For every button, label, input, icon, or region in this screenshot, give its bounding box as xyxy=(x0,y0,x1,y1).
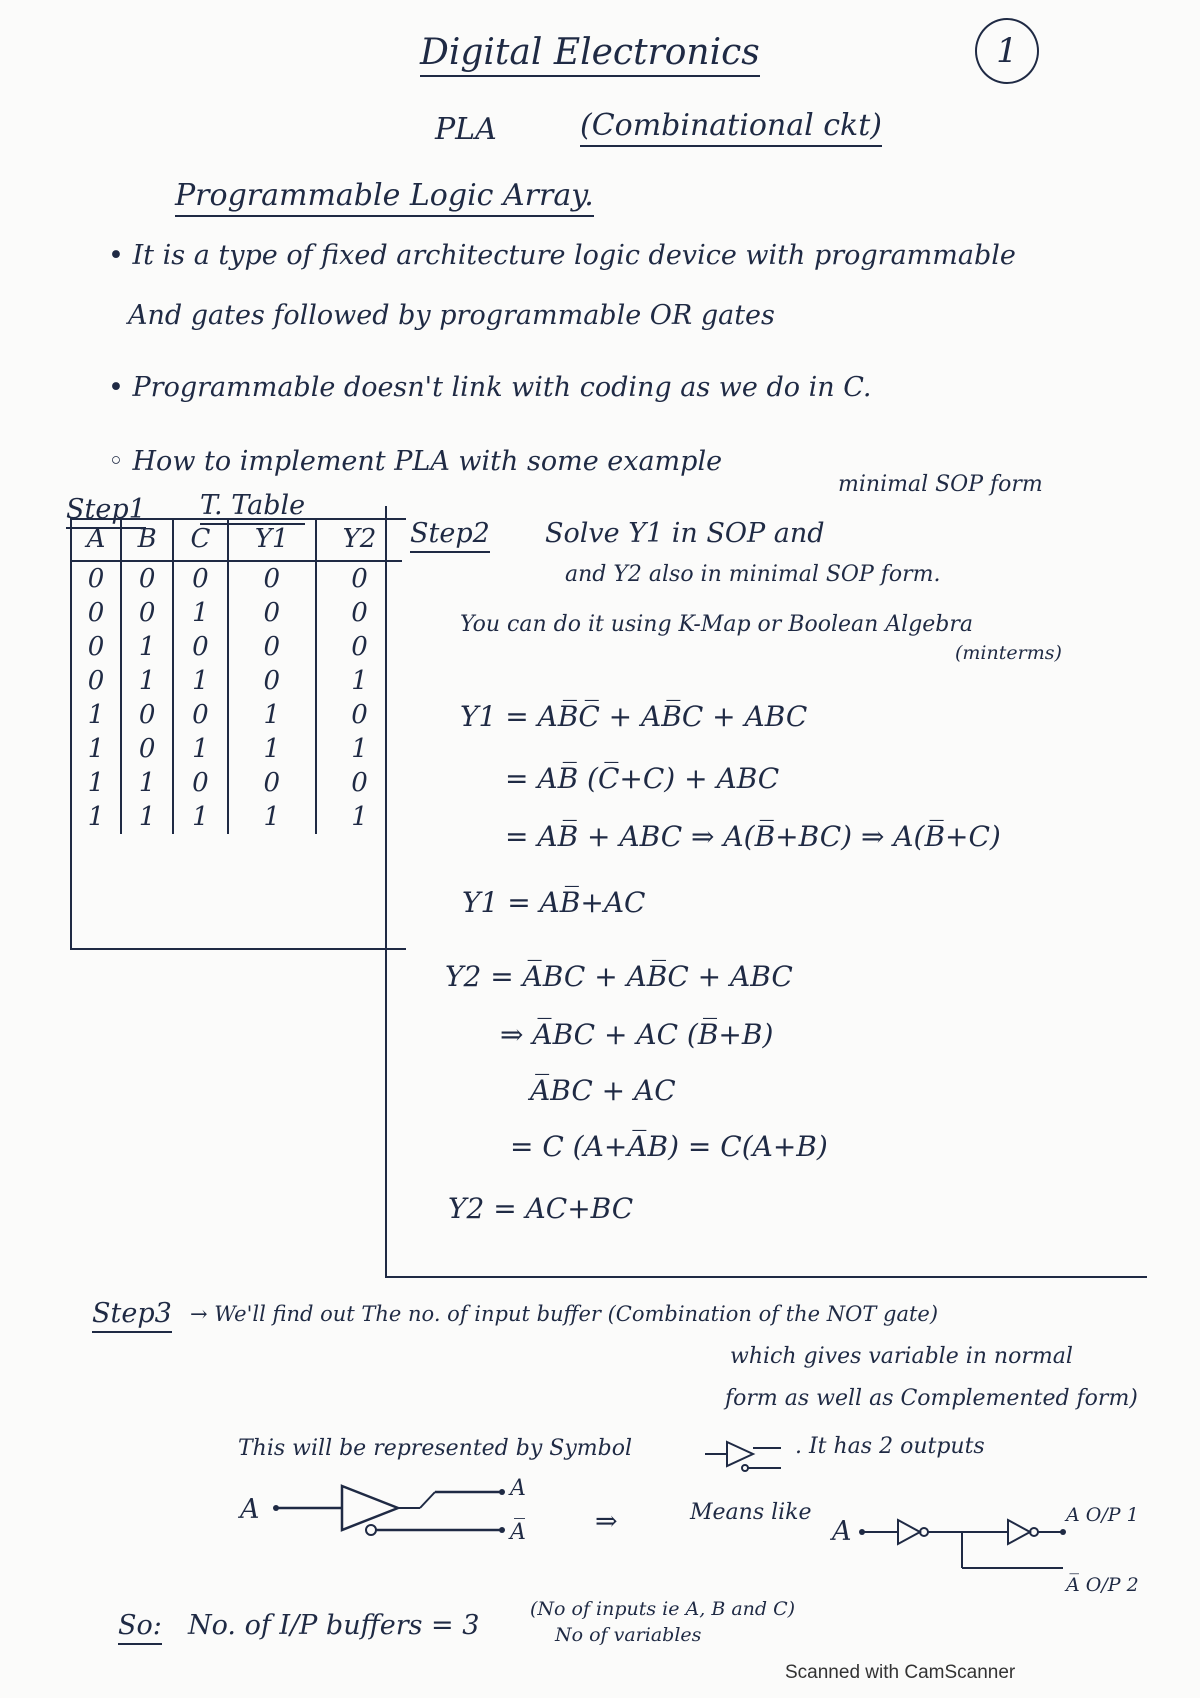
col-b: B xyxy=(121,518,173,561)
cell: 0 xyxy=(351,564,368,594)
equation-5: Y2 = A̅BC + AB̅C + ABC xyxy=(445,960,793,993)
col-a: A xyxy=(72,518,121,561)
cell: 0 xyxy=(351,598,368,628)
cell: 1 xyxy=(351,802,368,832)
cell: 0 xyxy=(228,630,316,664)
equation-3: = AB̅ + ABC ⇒ A(B̅+BC) ⇒ A(B̅+C) xyxy=(505,820,1001,853)
cell: 0 xyxy=(228,561,316,596)
cell: 0 xyxy=(121,732,173,766)
step3-line4: This will be represented by Symbol xyxy=(238,1436,632,1461)
equation-4: Y1 = AB̅+AC xyxy=(462,886,646,919)
table-row xyxy=(72,766,402,800)
step3-line1-text: We'll find out The no. of input buffer (Combination of the NOT gate) xyxy=(214,1302,939,1326)
col-y1: Y1 xyxy=(228,518,316,561)
topic-full-name: Programmable Logic Array. xyxy=(175,178,594,217)
cell: 1 xyxy=(72,698,121,732)
means-like-label: Means like xyxy=(690,1500,812,1525)
cell: 0 xyxy=(72,561,121,596)
cell: 1 xyxy=(228,698,316,732)
step2-line2: and Y2 also in minimal SOP form. xyxy=(565,562,941,587)
buffer-symbol-icon xyxy=(705,1436,785,1476)
cell: 1 xyxy=(72,766,121,800)
table-row xyxy=(72,664,402,698)
truth-table xyxy=(72,518,402,834)
col-c: C xyxy=(173,518,227,561)
table-row xyxy=(72,800,402,834)
conclusion-note-2: No of variables xyxy=(555,1624,702,1646)
equation-1: Y1 = AB̅C̅ + AB̅C + ABC xyxy=(460,700,808,733)
equation-8: = C (A+A̅B) = C(A+B) xyxy=(510,1130,828,1163)
cell: 1 xyxy=(173,596,227,630)
table-row xyxy=(72,698,402,732)
cell: 1 xyxy=(121,766,173,800)
cell: 0 xyxy=(173,561,227,596)
topic-heading: PLA xyxy=(435,112,497,147)
chain-output-2: A̅ O/P 2 xyxy=(1066,1574,1139,1596)
buffer-output-complement: A̅ xyxy=(510,1520,526,1545)
step2-note-minimal: minimal SOP form xyxy=(838,472,1043,497)
cell: 1 xyxy=(351,734,368,764)
means-input-label: A xyxy=(832,1516,852,1547)
step3-line4-end: . It has 2 outputs xyxy=(795,1434,985,1459)
cell: 0 xyxy=(228,596,316,630)
cell: 0 xyxy=(121,561,173,596)
truth-table-title: T. Table xyxy=(200,490,305,525)
equation-7: A̅BC + AC xyxy=(530,1074,676,1107)
step3-line1: → We'll find out The no. of input buffer (Combination of the NOT gate) xyxy=(190,1302,939,1326)
note-bullet-2: • Programmable doesn't link with coding as we do in C. xyxy=(108,372,872,403)
cell: 0 xyxy=(228,766,316,800)
note-text-3: How to implement PLA with some example xyxy=(132,446,723,477)
equation-6: ⇒ A̅BC + AC (B̅+B) xyxy=(500,1018,774,1051)
equation-2: = AB̅ (C̅+C) + ABC xyxy=(505,762,780,795)
cell: 0 xyxy=(121,596,173,630)
table-row xyxy=(72,732,402,766)
table-row xyxy=(72,630,402,664)
buffer-output-true: A xyxy=(510,1476,526,1501)
cell: 0 xyxy=(351,700,368,730)
page-title: Digital Electronics xyxy=(420,32,760,77)
step3-line3: form as well as Complemented form) xyxy=(725,1386,1138,1411)
note-bullet-3: ◦ How to implement PLA with some example xyxy=(108,446,723,477)
equation-9: Y2 = AC+BC xyxy=(448,1192,634,1225)
step2-line1: Solve Y1 in SOP and xyxy=(545,518,825,549)
table-row xyxy=(72,561,402,596)
cell: 1 xyxy=(351,666,368,696)
cell: 1 xyxy=(228,732,316,766)
cell: 0 xyxy=(351,632,368,662)
cell: 0 xyxy=(173,698,227,732)
input-buffer-icon xyxy=(270,1478,510,1548)
conclusion-label: So: xyxy=(118,1610,162,1645)
implies-arrow: ⇒ xyxy=(595,1506,618,1537)
chain-output-1: A O/P 1 xyxy=(1066,1504,1139,1526)
cell: 0 xyxy=(228,664,316,698)
cell: 1 xyxy=(121,800,173,834)
cell: 0 xyxy=(173,630,227,664)
table-row xyxy=(72,596,402,630)
scanner-watermark: Scanned with CamScanner xyxy=(785,1662,1016,1683)
topic-note: (Combinational ckt) xyxy=(580,108,882,147)
step3-line2: which gives variable in normal xyxy=(730,1344,1073,1369)
step2-line3: You can do it using K-Map or Boolean Algebra xyxy=(460,612,974,637)
conclusion-text: No. of I/P buffers = 3 xyxy=(188,1610,480,1641)
cell: 1 xyxy=(121,630,173,664)
cell: 1 xyxy=(72,800,121,834)
cell: 1 xyxy=(173,664,227,698)
cell: 1 xyxy=(173,800,227,834)
buffer-input-label: A xyxy=(240,1494,260,1525)
truth-table-header xyxy=(72,518,402,561)
not-gate-chain-icon xyxy=(858,1508,1098,1578)
cell: 1 xyxy=(173,732,227,766)
cell: 0 xyxy=(351,768,368,798)
step1-label: Step1 xyxy=(66,494,146,529)
conclusion-note-1: (No of inputs ie A, B and C) xyxy=(530,1598,796,1620)
cell: 0 xyxy=(121,698,173,732)
page-number: 1 xyxy=(975,18,1039,84)
cell: 1 xyxy=(121,664,173,698)
cell: 1 xyxy=(72,732,121,766)
note-text-2: Programmable doesn't link with coding as we do in C. xyxy=(132,372,872,403)
note-bullet-1: • It is a type of fixed architecture logic device with programmable xyxy=(108,240,1016,271)
step2-label: Step2 xyxy=(410,518,490,553)
cell: 0 xyxy=(72,596,121,630)
note-text-1: It is a type of fixed architecture logic device with programmable xyxy=(132,240,1016,271)
cell: 1 xyxy=(228,800,316,834)
cell: 0 xyxy=(72,664,121,698)
step3-label: Step3 xyxy=(92,1298,172,1333)
col-y2: Y2 xyxy=(316,518,402,561)
step2-line3-note: (minterms) xyxy=(955,642,1062,664)
note-text-1b: And gates followed by programmable OR gates xyxy=(128,300,775,331)
cell: 0 xyxy=(173,766,227,800)
cell: 0 xyxy=(72,630,121,664)
